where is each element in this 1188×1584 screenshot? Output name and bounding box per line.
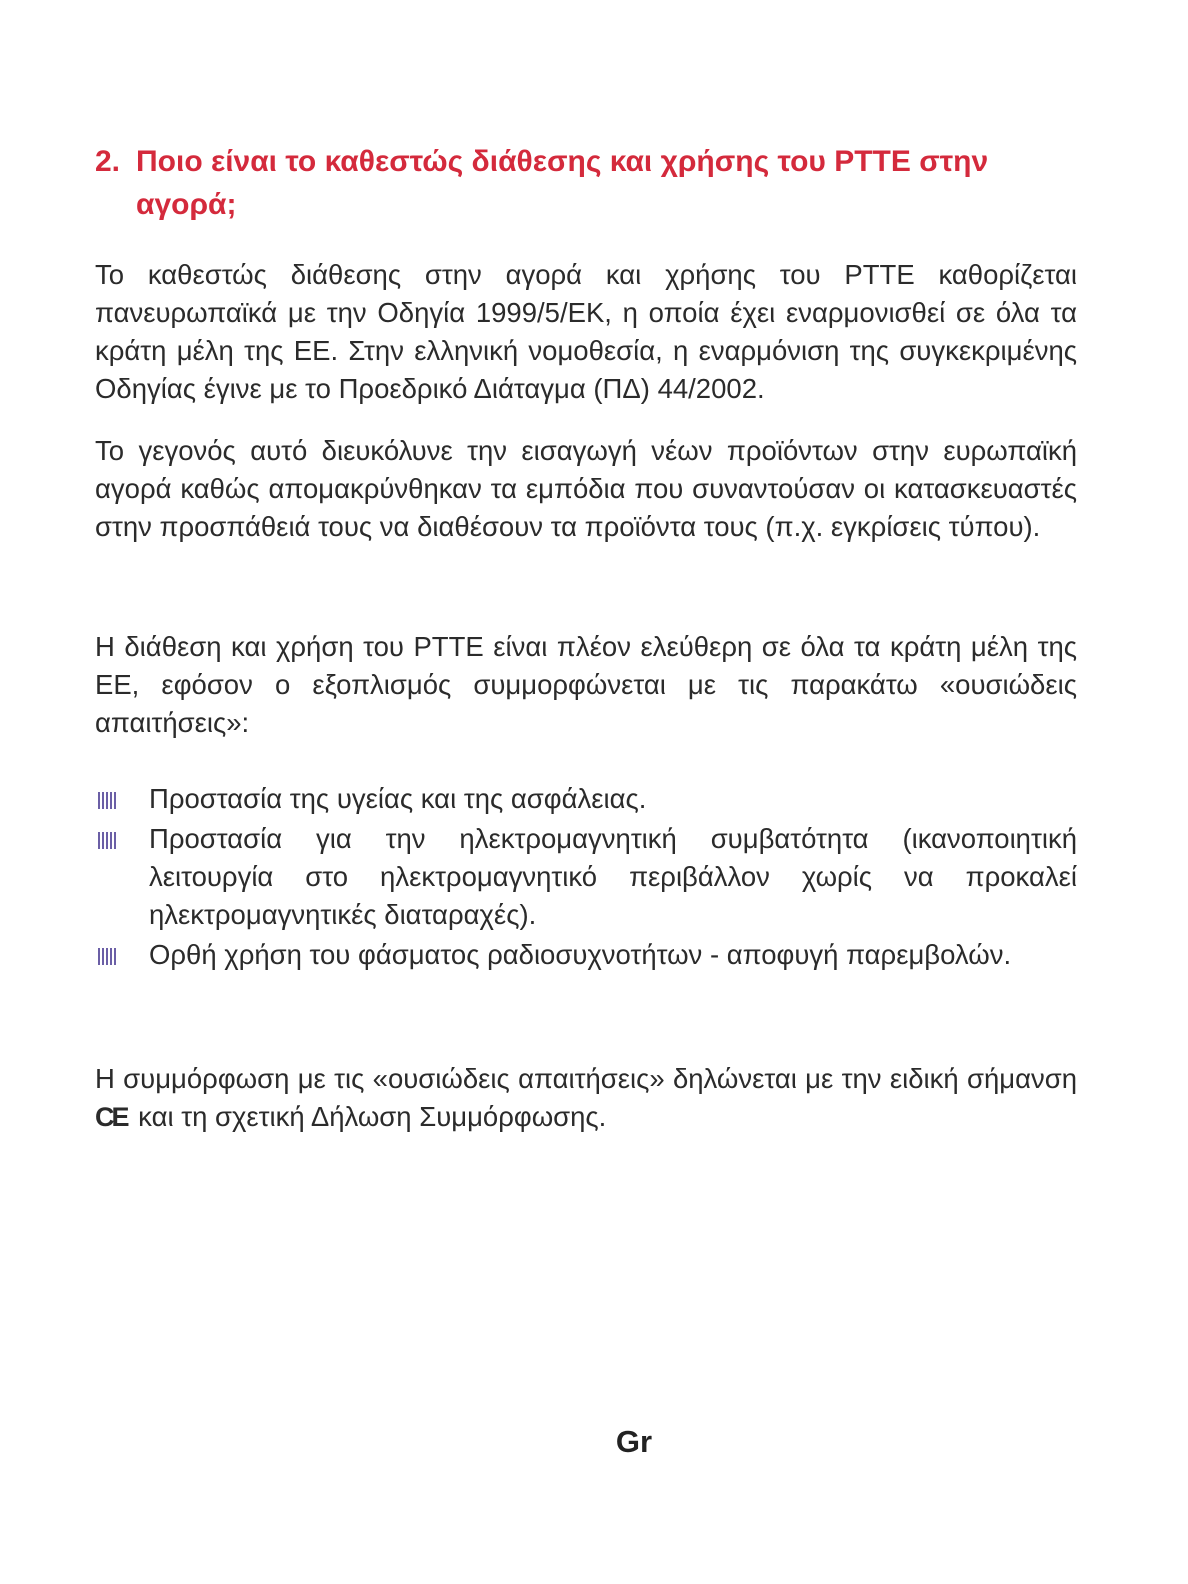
- list-item: [95, 780, 1077, 818]
- list-item: [95, 936, 1077, 974]
- paragraph-free-use: Η διάθεση και χρήση του PTTE είναι πλέον ελεύθερη σε όλα τα κράτη μέλη της ΕΕ, εφόσον ο εξοπλισμός συμμορφώνεται με τις παρακάτω «ουσιώδεις απαιτήσεις»:: [95, 631, 1077, 738]
- list-item-text: Προστασία για την ηλεκτρομαγνητική συμβατότητα (ικανοποιητική λειτουργία στο ηλεκτρομαγνητικό περιβάλλον χωρίς να προκαλεί ηλεκτρομαγνητικές διαταραχές).: [149, 823, 1077, 930]
- ce-text-before: Η συμμόρφωση με τις «ουσιώδεις απαιτήσεις» δηλώνεται με την ειδική σήμανση: [95, 1063, 1077, 1094]
- ce-text-after: και τη σχετική Δήλωση Συμμόρφωσης.: [138, 1101, 607, 1132]
- ce-mark-icon: CE: [95, 1102, 127, 1132]
- section-heading: [95, 140, 1095, 226]
- list-item: [95, 820, 1077, 934]
- language-footer: Gr: [615, 1424, 653, 1459]
- barcode-bullet-icon: [98, 948, 118, 965]
- barcode-bullet-icon: [98, 832, 118, 849]
- barcode-bullet-icon: [98, 792, 118, 809]
- section-number: 2.: [95, 145, 121, 178]
- paragraph-ce-marking: [95, 1060, 1077, 1136]
- list-item-text: Προστασία της υγείας και της ασφάλειας.: [149, 783, 647, 814]
- paragraph-market-effect: Το γεγονός αυτό διευκόλυνε την εισαγωγή νέων προϊόντων στην ευρωπαϊκή αγορά καθώς απομακρύνθηκαν τα εμπόδια που συναντούσαν οι κατασκευαστές στην προσπάθειά τους να διαθέσουν τα προϊόντα τους (π.χ. εγκρίσεις τύπου).: [95, 435, 1077, 542]
- section-title: Ποιο είναι το καθεστώς διάθεσης και χρήσης του PTTE στην αγορά;: [136, 145, 989, 221]
- paragraph-regulation: Το καθεστώς διάθεσης στην αγορά και χρήσης του PTTE καθορίζεται πανευρωπαϊκά με την Οδηγία 1999/5/ΕΚ, η οποία έχει εναρμονισθεί σε όλα τα κράτη μέλη της ΕΕ. Στην ελληνική νομοθεσία, η εναρμόνιση της συγκεκριμένης Οδηγίας έγινε με το Προεδρικό Διάταγμα (ΠΔ) 44/2002.: [95, 259, 1077, 404]
- requirements-list: [95, 780, 1077, 976]
- list-item-text: Ορθή χρήση του φάσματος ραδιοσυχνοτήτων - αποφυγή παρεμβολών.: [149, 939, 1012, 970]
